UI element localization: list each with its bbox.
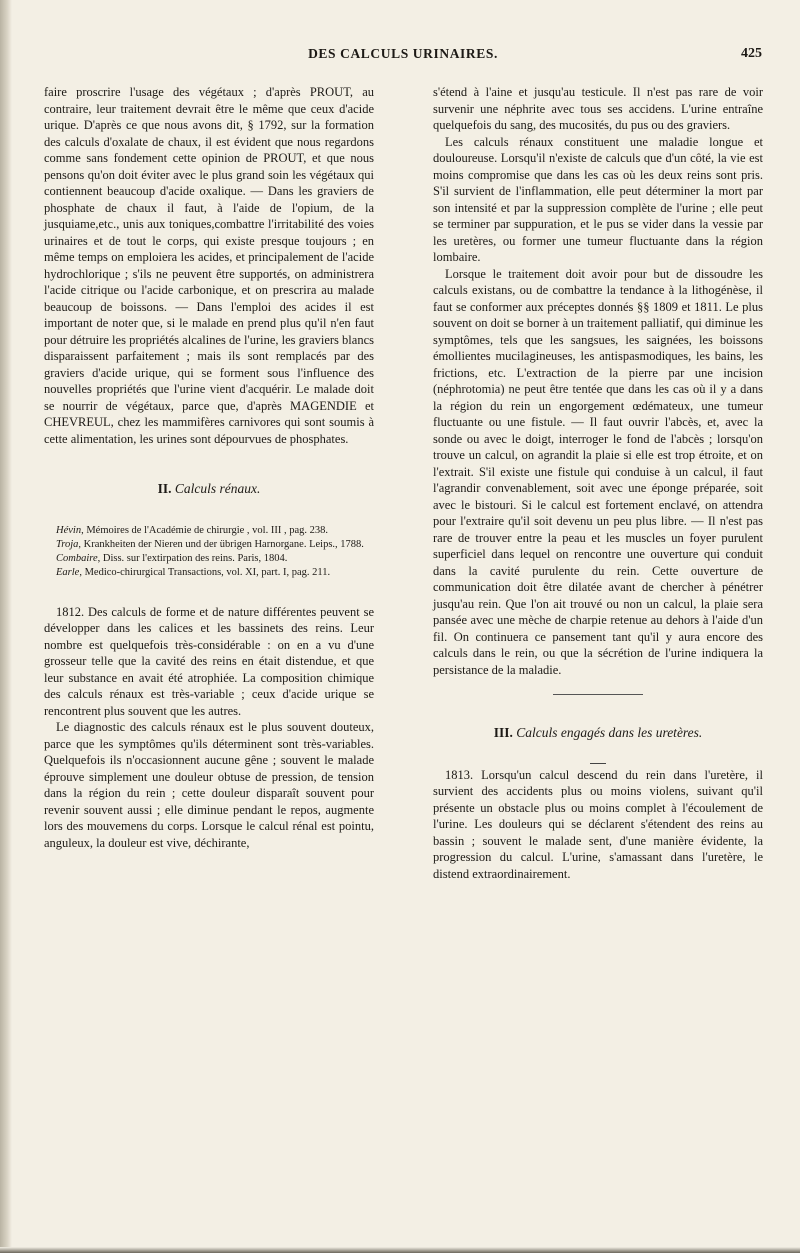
bibliography-reference: , Mémoires de l'Académie de chirurgie , vol. III , pag. 238.	[81, 524, 328, 536]
paragraph: 1812. Des calculs de forme et de nature différentes peuvent se développer dans les calices et les bassinets des reins. Leur nombre est quelquefois très-considérable : on en a vu d'une grosseur telle que la cavité des reins en était distendue, et que leur substance en avait été atrophiée. La composition chimique des calculs rénaux est très-variable ; ceux d'acide urique se rencontrent plus souvent que les autres.	[44, 604, 374, 718]
bibliography-entry	[44, 566, 374, 580]
bibliography-author: Troja	[56, 538, 79, 550]
bibliography-reference: , Krankheiten der Nieren und der übrigen Harnorgane. Leips., 1788.	[78, 538, 364, 550]
bibliography-entry	[44, 552, 374, 566]
bibliography-reference: , Medico-chirurgical Transactions, vol. XI, part. I, pag. 211.	[79, 566, 331, 578]
section-title: Calculs engagés dans les uretères.	[516, 725, 703, 740]
page-bottom-edge	[0, 1247, 800, 1253]
bibliography-entry	[44, 538, 374, 552]
page-binding-shadow	[0, 0, 12, 1253]
bibliography-author: Combaire	[56, 552, 98, 564]
running-title: DES CALCULS URINAIRES.	[308, 46, 498, 61]
section-heading-uretères	[433, 725, 763, 742]
bibliography-author: Hévin	[56, 524, 82, 536]
paragraph: 1813. Lorsqu'un calcul descend du rein dans l'uretère, il survient des accidents plus ou moins violens, suivant qu'il présente un obstacle plus ou moins complet à l'écoulement de l'urine. Les douleurs qui se déclarent s'étendent des reins au bassin ; souvent le malade sent, d'une manière évidente, la progression du calcul. L'urine, s'amassant dans l'uretère, le distend extraordinairement.	[433, 767, 763, 881]
left-column	[44, 84, 374, 851]
section-divider	[553, 694, 643, 695]
page-number: 425	[741, 46, 762, 61]
bibliography-reference: , Diss. sur l'extirpation des reins. Paris, 1804.	[97, 552, 288, 564]
page-header	[44, 46, 762, 66]
section-title: Calculs rénaux.	[174, 481, 261, 496]
bibliography-author: Earle	[56, 566, 80, 578]
section-number: III.	[493, 725, 513, 740]
paragraph: Les calculs rénaux constituent une maladie longue et douloureuse. Lorsqu'il n'existe de calculs que d'un côté, la vie est moins compromise que dans les cas où les deux reins sont pris. S'il survient de l'inflammation, elle peut déterminer la mort par son intensité et par la suppression complète de l'urine ; elle peut se terminer par suppuration, et le pus se vider dans la vessie par les uretères, ou former une tumeur fluctuante dans la région lombaire.	[433, 134, 763, 264]
section-number: II.	[157, 481, 172, 496]
paragraph: s'étend à l'aine et jusqu'au testicule. Il n'est pas rare de voir survenir une néphrite avec tous ses accidens. L'urine entraîne quelquefois du sang, des mucosités, du pus ou des graviers.	[433, 85, 763, 132]
paragraph: Le diagnostic des calculs rénaux est le plus souvent douteux, parce que les symptômes qu'ils déterminent sont très-variables. Quelquefois ils n'occasionnent aucune gêne ; souvent le malade éprouve simplement une douleur obtuse de pression, de tension dans la région du rein ; cette douleur disparaît souvent pour revenir souvent aussi ; elle diminue pendant le repos, augmente lors des mouvemens du corps. Lorsque le calcul rénal est pointu, anguleux, la douleur est vive, déchirante,	[44, 720, 374, 850]
heading-rule	[433, 752, 763, 753]
right-column	[433, 84, 763, 882]
section-heading-calculs-renaux	[44, 481, 374, 498]
bibliography	[44, 524, 374, 580]
bibliography-entry	[44, 524, 374, 538]
paragraph: faire proscrire l'usage des végétaux ; d'après PROUT, au contraire, leur traitement devrait être le même que ceux d'acide urique. D'après ce que nous avons dit, § 1792, sur la formation des calculs d'oxalate de chaux, il est évident que nous regardons comme sans fondement cette opinion de PROUT, et que nous pensons qu'on doit éviter avec le plus grand soin les végétaux qui contiennent beaucoup d'acide oxalique. — Dans les graviers de phosphate de chaux il faut, à l'aide de l'opium, de la jusquiame,etc., unis aux toniques,combattre l'irritabilité des voies urinaires et de tout le corps, qui existe presque toujours ; en même temps on emploiera les acides, et principalement de l'acide hydrochlorique ; s'ils ne peuvent être supportés, on administrera l'acide citrique ou l'acide carbonique, et on prescrira au malade beaucoup de boissons. — Dans l'emploi des acides il est important de noter que, si le malade en prend plus qu'il n'en faut pour détruire les propriétés alcalines de l'urine, les graviers blancs disparaissent parfaitement ; mais ils sont remplacés par des graviers d'acide urique, qui se forment sous l'influence des nouvelles propriétés que l'urine vient d'acquérir. Le malade doit se nourrir de végétaux, parce que, d'après MAGENDIE et CHEVREUL, chez les mammifères carnivores qui sont soumis à cette alimentation, les urines sont dépourvues de phosphates.	[44, 85, 374, 446]
paragraph: Lorsque le traitement doit avoir pour but de dissoudre les calculs existans, ou de combattre la tendance à la lithogénèse, il faut se conformer aux préceptes donnés §§ 1809 et 1811. Le plus souvent on doit se borner à un traitement palliatif, qui diminue les symptômes, tels que les sangsues, les saignées, les boissons émollientes mucilagineuses, les antispasmodiques, les bains, les frictions, etc. L'extraction de la pierre par une incision (néphrotomia) ne peut être tentée que dans les cas où il y a dans la région du rein un engorgement œdémateux, une tumeur fluctuante ou une fistule. — Il faut ouvrir l'abcès, et, avec la sonde ou avec le doigt, interroger le fond de l'abcès ; lorsqu'on trouve un calcul, on agrandit la plaie si elle est trop étroite, et on l'extrait. S'il existe une fistule qui conduise à un calcul, il faut l'agrandir convenablement, soit avec une éponge préparée, soit avec le bistouri. Si le calcul est fortement enclavé, on attendra pour l'extraire qu'il soit devenu un peu plus libre. — Il n'est pas rare de trouver entre la peau et les muscles un foyer purulent superficiel dans lequel on rencontre une ouverture qui conduit dans la cavité purulente du rein. Cette ouverture de communication doit être dilatée avant de chercher à pénétrer jusqu'au rein. Que l'on ait trouvé ou non un calcul, la plaie sera pansée avec une mèche de charpie retenue au dehors à l'aide d'un fil. On continuera ce pansement tant qu'il y aura encore des calculs dans le rein, ou que la sécrétion de l'urine indiquera la persistance de la maladie.	[433, 266, 763, 677]
